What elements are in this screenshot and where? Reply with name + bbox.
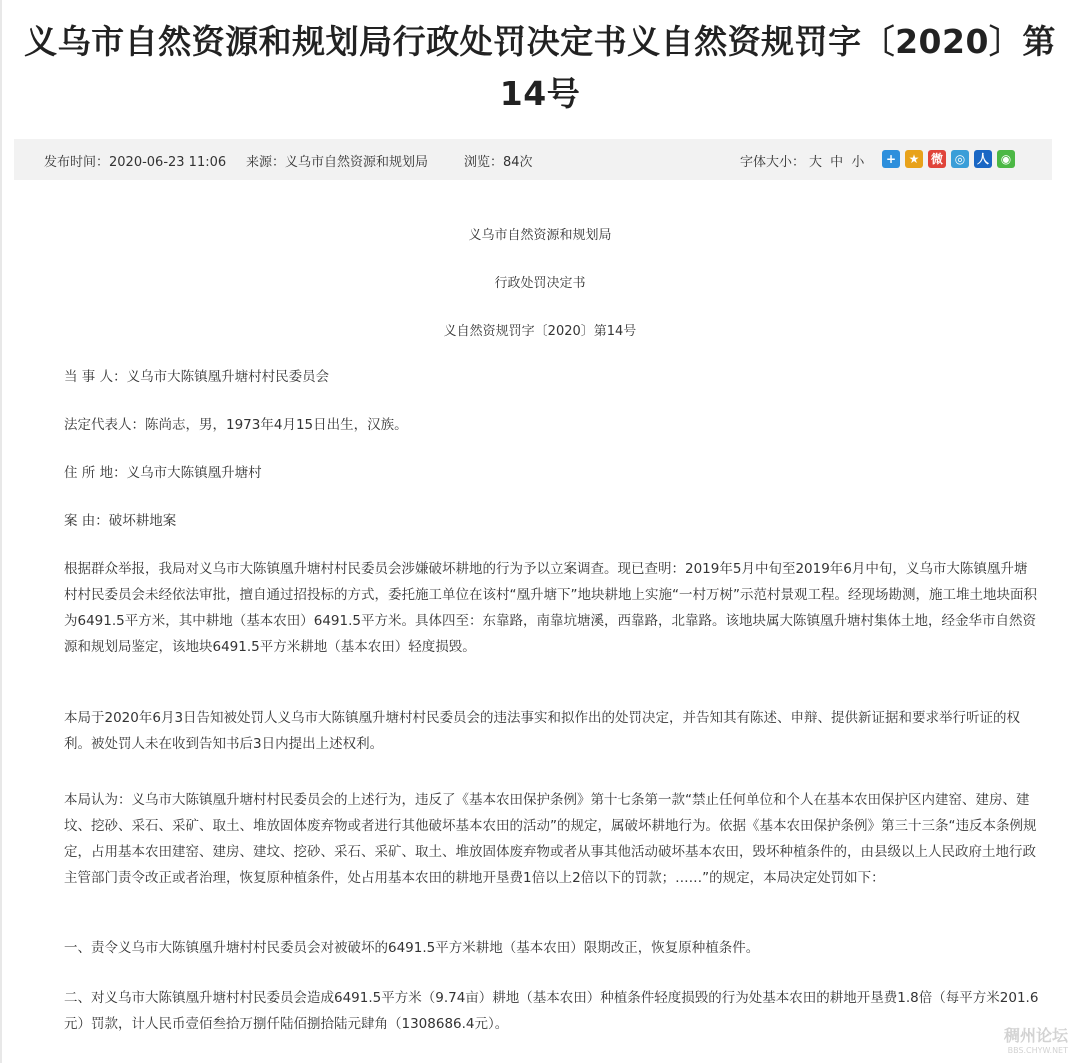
view-count: 浏览：84次 [464, 155, 533, 170]
doc-number: 义自然资规罚字〔2020〕第14号 [443, 324, 637, 339]
font-size-large-button[interactable]: 大 [809, 155, 823, 170]
party-line: 当 事 人：义乌市大陈镇凰升塘村村民委员会 [64, 369, 330, 385]
notice-paragraph: 本局于2020年6月3日告知被处罚人义乌市大陈镇凰升塘村村民委员会的违法事实和拟作出的处罚决定，并告知其有陈述、申辩、提供新证据和要求举行听证的权利。被处罚人未在收到告知书后3日内提出上述权利。 [64, 710, 1021, 752]
qzone-icon[interactable]: ★ [905, 150, 923, 168]
left-edge-divider [0, 0, 2, 1063]
font-size-selector [740, 151, 868, 170]
wechat-icon[interactable]: ◉ [997, 150, 1015, 168]
article-source: 来源：义乌市自然资源和规划局 [246, 155, 429, 170]
penalty-item-2: 二、对义乌市大陈镇凰升塘村村民委员会造成6491.5平方米（9.74亩）耕地（基本农田）种植条件轻度损毁的行为处基本农田的耕地开垦费1.8倍（每平方米201.6元）罚款，计人民币壹佰叁拾万捌仟陆佰捌拾陆元肆角（1308686.4元）。 [64, 990, 1039, 1032]
watermark-url: BBS.CHYW.NET [1007, 1046, 1068, 1055]
investigation-paragraph: 根据群众举报，我局对义乌市大陈镇凰升塘村村民委员会涉嫌破坏耕地的行为予以立案调查。现已查明：2019年5月中旬至2019年6月中旬，义乌市大陈镇凰升塘村村民委员会未经依法审批，擅自通过招投标的方式，委托施工单位在该村“凰升塘下”地块耕地上实施“一村万树”示范村景观工程。经现场勘测，施工堆土地块面积为6491.5平方米，其中耕地（基本农田）6491.5平方米。具体四至：东靠路，南靠坑塘溪，西靠路，北靠路。该地块属大陈镇凰升塘村集体土地，经金华市自然资源和规划局鉴定，该地块6491.5平方米耕地（基本农田）轻度损毁。 [64, 561, 1037, 655]
penalty-item-1: 一、责令义乌市大陈镇凰升塘村村民委员会对被破坏的6491.5平方米耕地（基本农田）限期改正，恢复原种植条件。 [64, 940, 760, 956]
representative-line: 法定代表人：陈尚志，男，1973年4月15日出生，汉族。 [64, 417, 408, 433]
tencent-weibo-icon[interactable]: ◎ [951, 150, 969, 168]
forum-watermark [1004, 1023, 1068, 1055]
share-more-icon[interactable]: + [882, 150, 900, 168]
page-title: 义乌市自然资源和规划局行政处罚决定书义自然资规罚字〔2020〕第14号 [24, 22, 1056, 113]
weibo-icon[interactable]: 微 [928, 150, 946, 168]
share-toolbar [882, 150, 1015, 168]
address-line: 住 所 地：义乌市大陈镇凰升塘村 [64, 465, 262, 481]
renren-icon[interactable]: 人 [974, 150, 992, 168]
ruling-paragraph: 本局认为：义乌市大陈镇凰升塘村村民委员会的上述行为，违反了《基本农田保护条例》第十七条第一款“禁止任何单位和个人在基本农田保护区内建窑、建房、建坟、挖砂、采石、采矿、取土、堆放固体废弃物或者进行其他破坏基本农田的活动”的规定，属破坏耕地行为。依据《基本农田保护条例》第三十三条“违反本条例规定，占用基本农田建窑、建房、建坟、挖砂、采石、采矿、取土、堆放固体废弃物或者从事其他活动破坏基本农田，毁坏种植条件的，由县级以上人民政府土地行政主管部门责令改正或者治理，恢复原种植条件，处占用基本农田的耕地开垦费1倍以上2倍以下的罚款；……”的规定，本局决定处罚如下： [64, 792, 1037, 886]
doc-type: 行政处罚决定书 [494, 276, 586, 291]
case-cause-line: 案 由：破坏耕地案 [64, 513, 177, 529]
article-meta-bar [14, 139, 1052, 180]
watermark-text: 稠州论坛 [1003, 1026, 1068, 1045]
publish-time: 发布时间：2020-06-23 11:06 [44, 155, 227, 170]
font-size-medium-button[interactable]: 中 [830, 155, 844, 170]
font-size-small-button[interactable]: 小 [851, 155, 865, 170]
font-size-label: 字体大小： [740, 155, 806, 170]
doc-agency: 义乌市自然资源和规划局 [468, 228, 612, 243]
